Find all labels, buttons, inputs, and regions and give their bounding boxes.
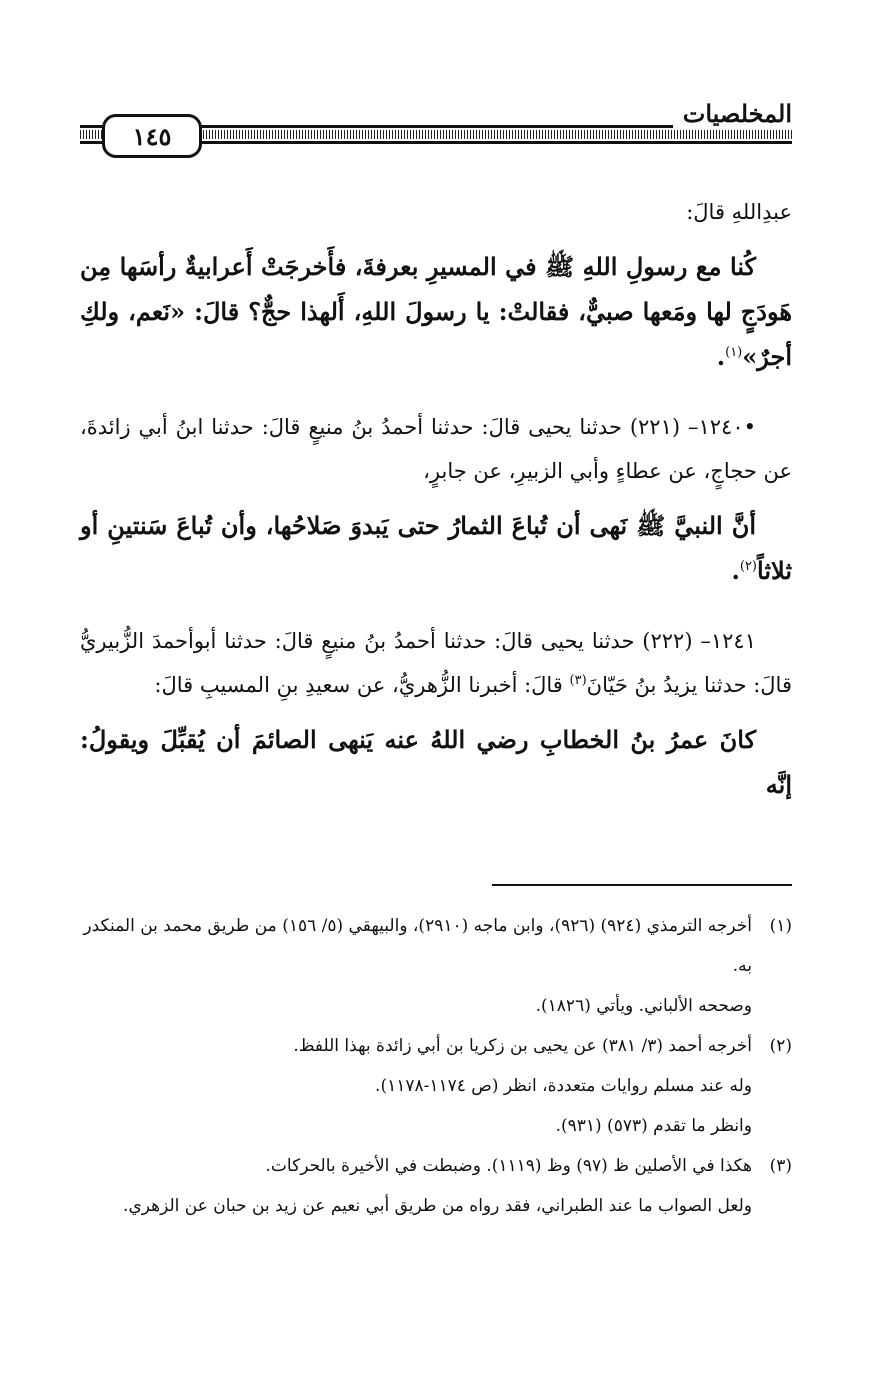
- narration-text: عبدِاللهِ قالَ:: [686, 200, 792, 224]
- footnote-line: أخرجه أحمد (٣/ ٣٨١) عن يحيى بن زكريا بن أبي زائدة بهذا اللفظ.: [293, 1036, 752, 1056]
- footnote-number: (٢): [769, 1036, 792, 1056]
- hadith-end-mark: .: [731, 556, 740, 585]
- footnote-line: وصححه الألباني. ويأتي (١٨٢٦).: [535, 996, 752, 1016]
- hadith-text-1: [80, 244, 792, 379]
- running-header: [80, 100, 792, 166]
- footnote-line: وانظر ما تقدم (٥٧٣) (٩٣١).: [555, 1116, 752, 1136]
- footnote-3: [80, 1146, 792, 1226]
- footnote-1: [80, 906, 792, 1026]
- hadith-text: كانَ عمرُ بنُ الخطابِ رضي اللهُ عنه يَنهى الصائمَ أن يُقبِّلَ ويقولُ: إنَّه: [80, 725, 792, 799]
- hadith-text: كُنا مع رسولِ اللهِ ﷺ في المسيرِ بعرفةَ، فأَخرجَتْ أَعرابيةٌ رأسَها مِن هَودَجٍ لها ومَعها صبيٌّ، فقالتْ: يا رسولَ اللهِ، أَلهذا حجٌّ؟ قالَ: «نَعم، ولكِ أجرٌ»: [80, 252, 792, 371]
- footnote-ref-3[interactable]: (٣): [569, 673, 587, 688]
- footnote-number: (٣): [769, 1156, 792, 1176]
- isnad-text: ١٢٤١– (٢٢٢) حدثنا يحيى قالَ: حدثنا أحمدُ بنُ منيعٍ قالَ: حدثنا أبوأحمدَ الزُّبيريُّ قالَ: حدثنا يزيدُ بنُ حَيّانَ: [80, 629, 792, 697]
- main-text: [80, 190, 792, 807]
- hadith-text: أنَّ النبيَّ ﷺ نَهى أن تُباعَ الثمارُ حتى يَبدوَ صَلاحُها، وأن تُباعَ سَنتينِ أو ثلاثاً: [80, 511, 792, 585]
- footnote-line: ولعل الصواب ما عند الطبراني، فقد رواه من طريق أبي نعيم عن زيد بن حبان عن الزهري.: [123, 1196, 752, 1216]
- isnad-text-cont: قالَ: أخبرنا الزُّهريُّ، عن سعيدِ بنِ المسيبِ قالَ:: [154, 673, 570, 697]
- hadith-1240-isnad: [80, 405, 792, 493]
- narration-continuation: [80, 190, 792, 234]
- hadith-1240-matn: [80, 503, 792, 593]
- footnotes: [80, 906, 792, 1226]
- hadith-1241-isnad: [80, 619, 792, 707]
- page-number: ١٤٥: [132, 121, 172, 151]
- footnote-ref-2[interactable]: (٢): [739, 559, 757, 574]
- footnote-line: هكذا في الأصلين ظ (٩٧) وظ (١١١٩). وضبطت في الأخيرة بالحركات.: [265, 1156, 752, 1176]
- footnote-ref-1[interactable]: (١): [725, 345, 743, 360]
- footnote-line: أخرجه الترمذي (٩٢٤) (٩٢٦)، وابن ماجه (٢٩١٠)، والبيهقي (٥/ ١٥٦) من طريق محمد بن المنكدر به.: [83, 916, 752, 976]
- hadith-end-mark: .: [716, 342, 726, 371]
- footnote-line: وله عند مسلم روايات متعددة، انظر (ص ١١٧٤-١١٧٨).: [375, 1076, 752, 1096]
- running-title: المخلصيات: [673, 100, 792, 128]
- isnad-text: •١٢٤٠– (٢٢١) حدثنا يحيى قالَ: حدثنا أحمدُ بنُ منيعٍ قالَ: حدثنا ابنُ أبي زائدةَ، عن حجاجٍ، عن عطاءٍ وأبي الزبيرِ، عن جابرٍ،: [80, 415, 792, 483]
- footnote-2: [80, 1026, 792, 1146]
- hadith-1241-matn: [80, 717, 792, 807]
- footnote-number: (١): [769, 916, 792, 936]
- page-number-box: [102, 114, 202, 158]
